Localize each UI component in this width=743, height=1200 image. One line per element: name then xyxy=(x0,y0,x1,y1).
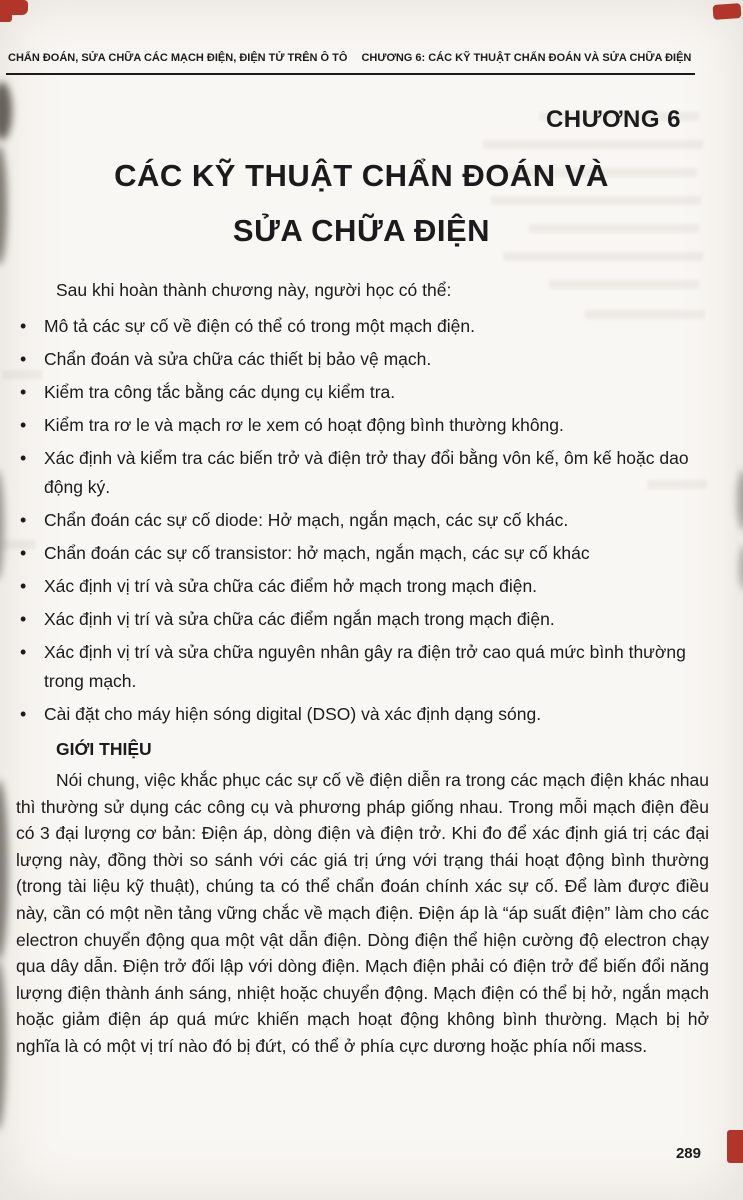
page-content xyxy=(16,276,709,1060)
scan-red-mark-bottom-right xyxy=(727,1130,743,1163)
chapter-title-line1: CÁC KỸ THUẬT CHẨN ĐOÁN VÀ xyxy=(114,158,609,193)
list-item: • Xác định vị trí và sửa chữa các điểm hở mạch trong mạch điện. xyxy=(16,572,709,601)
body-paragraph: Nói chung, việc khắc phục các sự cố về điện diễn ra trong các mạch điện khác nhau thì thường sử dụng các công cụ và phương pháp giống nhau. Trong mỗi mạch điện đều có 3 đại lượng cơ bản: Điện áp, dòng điện và điện trở. Khi đo để xác định giá trị các đại lượng này, đồng thời so sánh với các giá trị ứng với trạng thái hoạt động bình thường (trong tài liệu kỹ thuật), chúng ta có thể chẩn đoán chính xác sự cố. Để làm được điều này, cần có một nền tảng vững chắc về mạch điện. Điện áp là “áp suất điện” làm cho các electron chuyển động qua một vật dẫn điện. Dòng điện thể hiện cường độ electron chạy qua dây dẫn. Điện trở đối lập với dòng điện. Mạch điện phải có điện trở để biến đổi năng lượng điện thành ánh sáng, nhiệt hoặc chuyển động. Mạch điện có thể bị hở, ngắn mạch hoặc giảm điện áp quá mức khiến mạch hoạt động không bình thường. Mạch bị hở nghĩa là có một vị trí nào đó bị đứt, có thể ở phía cực dương hoặc phía nối mass. xyxy=(16,770,709,1056)
running-head-left: CHẨN ĐOÁN, SỬA CHỮA CÁC MẠCH ĐIỆN, ĐIỆN TỬ TRÊN Ô TÔ xyxy=(8,52,348,64)
header-rule xyxy=(6,73,695,75)
section-heading: GIỚI THIỆU xyxy=(56,739,152,759)
scan-red-mark-top-right xyxy=(713,3,742,20)
list-item: • Kiểm tra công tắc bằng các dụng cụ kiểm tra. xyxy=(16,378,709,407)
list-item: • Chẩn đoán các sự cố diode: Hở mạch, ngắn mạch, các sự cố khác. xyxy=(16,506,709,535)
chapter-title-line2: SỬA CHỮA ĐIỆN xyxy=(232,213,491,248)
list-item: • Chẩn đoán các sự cố transistor: hở mạch, ngắn mạch, các sự cố khác xyxy=(16,539,709,568)
scan-smudge-right-1 xyxy=(737,470,743,530)
list-item: • Kiểm tra rơ le và mạch rơ le xem có hoạt động bình thường không. xyxy=(16,411,709,440)
intro-text: Sau khi hoàn thành chương này, người học có thể: xyxy=(56,280,452,300)
chapter-title xyxy=(20,148,703,258)
scan-smudge-left-3 xyxy=(0,470,4,580)
scan-smudge-left-4 xyxy=(0,780,8,960)
scan-red-mark-top-left-2 xyxy=(0,13,12,22)
scan-smudge-left-5 xyxy=(0,960,6,1130)
chapter-label: CHƯƠNG 6 xyxy=(545,106,681,133)
scan-smudge-left-2 xyxy=(0,145,7,265)
running-head-right: CHƯƠNG 6: CÁC KỸ THUẬT CHẨN ĐOÁN VÀ SỬA CHỮA ĐIỆN xyxy=(361,52,692,64)
page-number: 289 xyxy=(675,1145,701,1162)
list-item: • Xác định và kiểm tra các biến trở và điện trở thay đổi bằng vôn kế, ôm kế hoặc dao động ký. xyxy=(16,444,709,502)
list-item: • Cài đặt cho máy hiện sóng digital (DSO) và xác định dạng sóng. xyxy=(16,700,709,729)
objectives-list xyxy=(16,312,709,729)
list-item: • Xác định vị trí và sửa chữa các điểm ngắn mạch trong mạch điện. xyxy=(16,605,709,634)
list-item: • Mô tả các sự cố về điện có thể có trong một mạch điện. xyxy=(16,312,709,341)
scan-smudge-left-1 xyxy=(0,82,12,140)
list-item: • Chẩn đoán và sửa chữa các thiết bị bảo vệ mạch. xyxy=(16,345,709,374)
list-item: • Xác định vị trí và sửa chữa nguyên nhân gây ra điện trở cao quá mức bình thường trong mạch. xyxy=(16,638,709,696)
scan-smudge-right-2 xyxy=(739,545,743,590)
running-head xyxy=(8,52,691,64)
